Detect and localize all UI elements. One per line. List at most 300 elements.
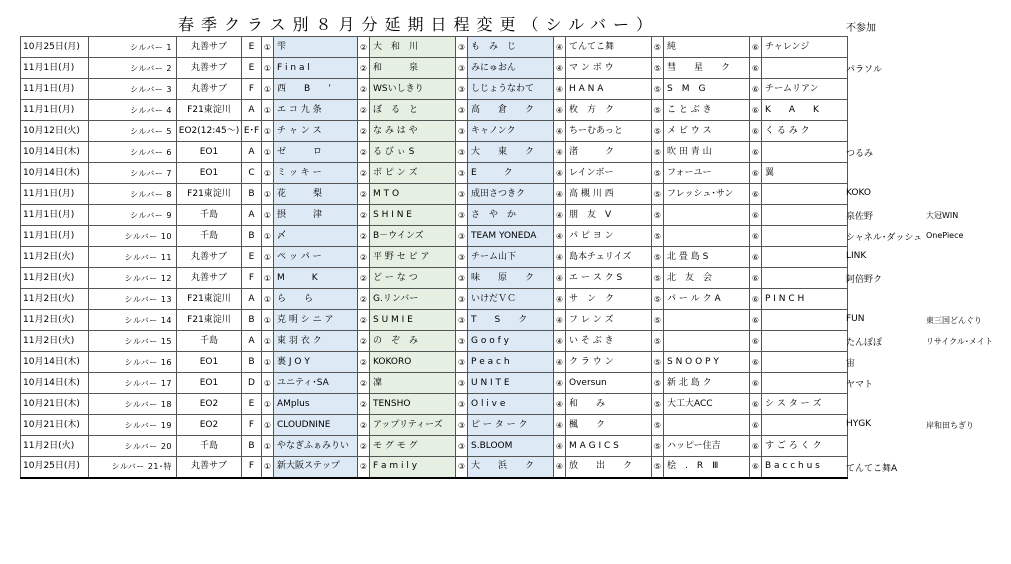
team-number: ① bbox=[262, 436, 274, 457]
date-cell: 11月2日(火) bbox=[21, 331, 89, 352]
team-cell: ら ら bbox=[274, 289, 358, 310]
team-number: ③ bbox=[456, 184, 468, 205]
team-cell: 成田さつきク bbox=[468, 184, 554, 205]
absent-team-second: OnePiece bbox=[926, 231, 964, 240]
team-number: ⑤ bbox=[652, 121, 664, 142]
team-cell: チーム山下 bbox=[468, 247, 554, 268]
team-number: ① bbox=[262, 415, 274, 436]
court-cell: E bbox=[242, 247, 262, 268]
team-number: ① bbox=[262, 142, 274, 163]
table-row bbox=[21, 331, 848, 352]
team-number: ⑥ bbox=[750, 457, 762, 478]
team-cell: WSいしきり bbox=[370, 79, 456, 100]
court-cell: B bbox=[242, 310, 262, 331]
team-number: ② bbox=[358, 226, 370, 247]
team-cell: の ぞ み bbox=[370, 331, 456, 352]
class-cell: シルバー 10 bbox=[89, 226, 177, 247]
court-cell: A bbox=[242, 205, 262, 226]
venue-cell: EO1 bbox=[177, 373, 242, 394]
team-cell bbox=[664, 331, 750, 352]
team-number: ① bbox=[262, 37, 274, 58]
team-cell: てんてこ舞 bbox=[566, 37, 652, 58]
court-cell: B bbox=[242, 436, 262, 457]
team-number: ③ bbox=[456, 247, 468, 268]
team-cell: く る み ク bbox=[762, 121, 848, 142]
team-number: ④ bbox=[554, 163, 566, 184]
team-number: ⑥ bbox=[750, 310, 762, 331]
team-number: ① bbox=[262, 268, 274, 289]
team-cell: G o o f y bbox=[468, 331, 554, 352]
team-cell bbox=[664, 205, 750, 226]
team-cell: S H I N E bbox=[370, 205, 456, 226]
team-cell bbox=[762, 142, 848, 163]
team-cell: TEAM YONEDA bbox=[468, 226, 554, 247]
team-cell: 枚 方 ク bbox=[566, 100, 652, 121]
team-number: ⑥ bbox=[750, 373, 762, 394]
venue-cell: EO2 bbox=[177, 394, 242, 415]
team-cell: も み じ bbox=[468, 37, 554, 58]
date-cell: 10月14日(木) bbox=[21, 163, 89, 184]
team-cell: シ ス タ ー ズ bbox=[762, 394, 848, 415]
team-number: ⑤ bbox=[652, 205, 664, 226]
table-row bbox=[21, 436, 848, 457]
team-cell: O l i v e bbox=[468, 394, 554, 415]
absent-team: つるみ bbox=[846, 149, 874, 159]
date-cell: 10月25日(月) bbox=[21, 37, 89, 58]
team-cell: H A N A bbox=[566, 79, 652, 100]
class-cell: シルバー 12 bbox=[89, 268, 177, 289]
team-number: ⑤ bbox=[652, 436, 664, 457]
team-number: ⑤ bbox=[652, 457, 664, 478]
team-number: ① bbox=[262, 331, 274, 352]
venue-cell: EO1 bbox=[177, 163, 242, 184]
team-number: ① bbox=[262, 184, 274, 205]
team-cell bbox=[762, 226, 848, 247]
table-row bbox=[21, 289, 848, 310]
team-number: ⑥ bbox=[750, 79, 762, 100]
table-row bbox=[21, 373, 848, 394]
court-cell: A bbox=[242, 100, 262, 121]
team-number: ① bbox=[262, 352, 274, 373]
court-cell: B bbox=[242, 226, 262, 247]
table-row bbox=[21, 37, 848, 58]
team-number: ① bbox=[262, 163, 274, 184]
team-number: ③ bbox=[456, 415, 468, 436]
table-row bbox=[21, 205, 848, 226]
team-cell: T S ク bbox=[468, 310, 554, 331]
team-cell: パ ー ル ク A bbox=[664, 289, 750, 310]
team-cell bbox=[762, 310, 848, 331]
team-number: ⑤ bbox=[652, 268, 664, 289]
team-number: ① bbox=[262, 310, 274, 331]
absent-team: パラソル bbox=[846, 65, 883, 75]
venue-cell: 千島 bbox=[177, 205, 242, 226]
date-cell: 11月2日(火) bbox=[21, 268, 89, 289]
team-number: ④ bbox=[554, 247, 566, 268]
team-cell: 翼 bbox=[762, 163, 848, 184]
team-number: ② bbox=[358, 100, 370, 121]
class-cell: シルバー 16 bbox=[89, 352, 177, 373]
team-cell bbox=[762, 352, 848, 373]
class-cell: シルバー 7 bbox=[89, 163, 177, 184]
team-number: ② bbox=[358, 415, 370, 436]
team-cell: ぼ る と bbox=[370, 100, 456, 121]
team-cell: キャノンク bbox=[468, 121, 554, 142]
venue-cell: EO1 bbox=[177, 352, 242, 373]
court-cell: E･F bbox=[242, 121, 262, 142]
team-number: ⑥ bbox=[750, 331, 762, 352]
class-cell: シルバー 8 bbox=[89, 184, 177, 205]
team-cell: ボ ピ ン ズ bbox=[370, 163, 456, 184]
team-number: ② bbox=[358, 142, 370, 163]
team-cell: 花 梨 bbox=[274, 184, 358, 205]
team-cell bbox=[762, 58, 848, 79]
court-cell: C bbox=[242, 163, 262, 184]
team-cell: いけだＶＣ bbox=[468, 289, 554, 310]
venue-cell: 丸善サブ bbox=[177, 79, 242, 100]
team-cell: 雫 bbox=[274, 37, 358, 58]
court-cell: F bbox=[242, 268, 262, 289]
team-cell: メ ビ ウ ス bbox=[664, 121, 750, 142]
team-number: ② bbox=[358, 205, 370, 226]
team-cell: こ と ぶ き bbox=[664, 100, 750, 121]
class-cell: シルバー 3 bbox=[89, 79, 177, 100]
team-cell: 楓 ク bbox=[566, 415, 652, 436]
date-cell: 11月1日(月) bbox=[21, 226, 89, 247]
team-cell: 大工大ACC bbox=[664, 394, 750, 415]
team-number: ② bbox=[358, 457, 370, 478]
team-cell bbox=[664, 310, 750, 331]
team-number: ⑤ bbox=[652, 100, 664, 121]
team-number: ⑥ bbox=[750, 289, 762, 310]
team-number: ② bbox=[358, 331, 370, 352]
venue-cell: 千島 bbox=[177, 331, 242, 352]
court-cell: D bbox=[242, 373, 262, 394]
team-number: ③ bbox=[456, 163, 468, 184]
date-cell: 11月2日(火) bbox=[21, 436, 89, 457]
team-cell: 新 北 島 ク bbox=[664, 373, 750, 394]
team-number: ⑤ bbox=[652, 142, 664, 163]
team-number: ③ bbox=[456, 268, 468, 289]
class-cell: シルバー 18 bbox=[89, 394, 177, 415]
team-number: ② bbox=[358, 58, 370, 79]
class-cell: シルバー 13 bbox=[89, 289, 177, 310]
date-cell: 10月25日(月) bbox=[21, 457, 89, 478]
team-number: ④ bbox=[554, 289, 566, 310]
class-cell: シルバー 19 bbox=[89, 415, 177, 436]
class-cell: シルバー 4 bbox=[89, 100, 177, 121]
team-number: ③ bbox=[456, 37, 468, 58]
team-number: ⑥ bbox=[750, 226, 762, 247]
team-cell: ゼ ロ bbox=[274, 142, 358, 163]
date-cell: 11月2日(火) bbox=[21, 247, 89, 268]
date-cell: 11月1日(月) bbox=[21, 58, 89, 79]
team-cell: 大 東 ク bbox=[468, 142, 554, 163]
team-number: ⑥ bbox=[750, 142, 762, 163]
date-cell: 11月1日(月) bbox=[21, 100, 89, 121]
venue-cell: F21東淀川 bbox=[177, 100, 242, 121]
team-cell: ペ ッ パ ー bbox=[274, 247, 358, 268]
court-cell: F bbox=[242, 79, 262, 100]
team-number: ③ bbox=[456, 121, 468, 142]
team-number: ⑤ bbox=[652, 247, 664, 268]
team-number: ④ bbox=[554, 121, 566, 142]
team-cell: AMplus bbox=[274, 394, 358, 415]
venue-cell: 丸善サブ bbox=[177, 58, 242, 79]
venue-cell: EO2 bbox=[177, 415, 242, 436]
team-cell: 和 泉 bbox=[370, 58, 456, 79]
team-cell bbox=[762, 373, 848, 394]
date-cell: 11月2日(火) bbox=[21, 289, 89, 310]
team-cell: マ ン ボ ウ bbox=[566, 58, 652, 79]
team-number: ④ bbox=[554, 226, 566, 247]
table-row bbox=[21, 226, 848, 247]
team-cell: CLOUDNINE bbox=[274, 415, 358, 436]
absent-team: FUN bbox=[846, 314, 865, 324]
class-cell: シルバー 9 bbox=[89, 205, 177, 226]
team-cell: 桧 . R Ⅲ bbox=[664, 457, 750, 478]
team-cell bbox=[664, 226, 750, 247]
venue-cell: F21東淀川 bbox=[177, 310, 242, 331]
team-cell bbox=[762, 205, 848, 226]
team-number: ② bbox=[358, 37, 370, 58]
team-number: ⑥ bbox=[750, 58, 762, 79]
table-row bbox=[21, 184, 848, 205]
team-number: ① bbox=[262, 79, 274, 100]
team-cell: U N I T E bbox=[468, 373, 554, 394]
class-cell: シルバー 5 bbox=[89, 121, 177, 142]
team-cell bbox=[762, 247, 848, 268]
venue-cell: EO2(12:45～) bbox=[177, 121, 242, 142]
court-cell: A bbox=[242, 331, 262, 352]
team-cell: サ ン ク bbox=[566, 289, 652, 310]
team-cell: 放 出 ク bbox=[566, 457, 652, 478]
class-cell: シルバー 6 bbox=[89, 142, 177, 163]
team-cell: ど ー な つ bbox=[370, 268, 456, 289]
absent-header: 不参加 bbox=[846, 23, 876, 34]
team-number: ⑤ bbox=[652, 310, 664, 331]
class-cell: シルバー 21･特 bbox=[89, 457, 177, 478]
team-number: ③ bbox=[456, 289, 468, 310]
team-number: ⑥ bbox=[750, 268, 762, 289]
team-number: ⑥ bbox=[750, 37, 762, 58]
absent-team: KOKO bbox=[846, 188, 871, 198]
court-cell: F bbox=[242, 457, 262, 478]
team-number: ① bbox=[262, 100, 274, 121]
team-number: ⑥ bbox=[750, 394, 762, 415]
team-number: ⑤ bbox=[652, 58, 664, 79]
team-cell bbox=[664, 415, 750, 436]
team-number: ② bbox=[358, 79, 370, 100]
team-number: ① bbox=[262, 121, 274, 142]
team-cell: フ レ ン ズ bbox=[566, 310, 652, 331]
team-number: ③ bbox=[456, 226, 468, 247]
team-number: ③ bbox=[456, 352, 468, 373]
table-row bbox=[21, 310, 848, 331]
team-number: ③ bbox=[456, 58, 468, 79]
team-cell: 味 原 ク bbox=[468, 268, 554, 289]
team-cell: 〆 bbox=[274, 226, 358, 247]
absent-team: シャネル･ダッシュ bbox=[846, 233, 923, 243]
team-number: ④ bbox=[554, 268, 566, 289]
team-cell: 大 浜 ク bbox=[468, 457, 554, 478]
team-cell: M A G I C S bbox=[566, 436, 652, 457]
team-cell: K A K bbox=[762, 100, 848, 121]
team-cell: す ご ろ く ク bbox=[762, 436, 848, 457]
team-cell: アップリティーズ bbox=[370, 415, 456, 436]
team-number: ⑤ bbox=[652, 226, 664, 247]
absent-team: たんぽぽ bbox=[846, 338, 883, 348]
absent-team: 阿倍野ク bbox=[846, 275, 883, 285]
date-cell: 11月1日(月) bbox=[21, 79, 89, 100]
team-cell: ちーむあっと bbox=[566, 121, 652, 142]
team-cell: Oversun bbox=[566, 373, 652, 394]
date-cell: 11月1日(月) bbox=[21, 184, 89, 205]
team-cell: る び ぃ S bbox=[370, 142, 456, 163]
court-cell: A bbox=[242, 289, 262, 310]
absent-team: 宙 bbox=[846, 359, 856, 369]
team-cell: 純 bbox=[664, 37, 750, 58]
team-cell: S U M I E bbox=[370, 310, 456, 331]
absent-team: HYGK bbox=[846, 419, 872, 429]
team-number: ⑥ bbox=[750, 352, 762, 373]
team-number: ④ bbox=[554, 100, 566, 121]
team-cell: ハッピー住吉 bbox=[664, 436, 750, 457]
team-number: ② bbox=[358, 310, 370, 331]
team-cell: モ グ モ グ bbox=[370, 436, 456, 457]
team-number: ② bbox=[358, 121, 370, 142]
team-number: ⑥ bbox=[750, 205, 762, 226]
team-number: ① bbox=[262, 247, 274, 268]
team-number: ⑥ bbox=[750, 415, 762, 436]
team-cell: P e a c h bbox=[468, 352, 554, 373]
team-cell: ミ ッ キ ー bbox=[274, 163, 358, 184]
absent-team: LINK bbox=[846, 251, 867, 261]
team-cell: チ ャ ン ス bbox=[274, 121, 358, 142]
team-cell: F i n a l bbox=[274, 58, 358, 79]
class-cell: シルバー 15 bbox=[89, 331, 177, 352]
team-number: ⑤ bbox=[652, 352, 664, 373]
team-cell: 吹 田 青 山 bbox=[664, 142, 750, 163]
page-title: 春季クラス別８月分延期日程変更（シルバー） bbox=[178, 15, 660, 34]
team-number: ⑥ bbox=[750, 100, 762, 121]
team-number: ③ bbox=[456, 373, 468, 394]
table-row bbox=[21, 352, 848, 373]
team-number: ④ bbox=[554, 436, 566, 457]
venue-cell: EO1 bbox=[177, 142, 242, 163]
team-number: ③ bbox=[456, 100, 468, 121]
team-number: ① bbox=[262, 457, 274, 478]
team-cell: フレッシュ･サン bbox=[664, 184, 750, 205]
team-number: ③ bbox=[456, 331, 468, 352]
team-number: ④ bbox=[554, 310, 566, 331]
date-cell: 10月14日(木) bbox=[21, 373, 89, 394]
team-cell: やなぎふぁみりい bbox=[274, 436, 358, 457]
team-number: ⑤ bbox=[652, 415, 664, 436]
date-cell: 11月2日(火) bbox=[21, 310, 89, 331]
date-cell: 10月21日(木) bbox=[21, 394, 89, 415]
team-number: ⑤ bbox=[652, 163, 664, 184]
table-row bbox=[21, 79, 848, 100]
team-number: ③ bbox=[456, 79, 468, 100]
team-cell: レインボー bbox=[566, 163, 652, 184]
team-cell: い そ ぶ き bbox=[566, 331, 652, 352]
team-cell: 彗 星 ク bbox=[664, 58, 750, 79]
table-row bbox=[21, 100, 848, 121]
team-number: ③ bbox=[456, 394, 468, 415]
team-cell: M T O bbox=[370, 184, 456, 205]
team-number: ③ bbox=[456, 142, 468, 163]
team-number: ② bbox=[358, 247, 370, 268]
team-number: ⑤ bbox=[652, 331, 664, 352]
team-cell: S N O O P Y bbox=[664, 352, 750, 373]
team-number: ⑥ bbox=[750, 163, 762, 184]
venue-cell: 丸善サブ bbox=[177, 457, 242, 478]
team-number: ④ bbox=[554, 142, 566, 163]
team-number: ⑤ bbox=[652, 373, 664, 394]
date-cell: 10月14日(木) bbox=[21, 352, 89, 373]
team-number: ④ bbox=[554, 394, 566, 415]
team-cell: パ ピ ヨ ン bbox=[566, 226, 652, 247]
team-number: ② bbox=[358, 268, 370, 289]
team-number: ⑤ bbox=[652, 184, 664, 205]
team-cell: 克 明 シ ニ ア bbox=[274, 310, 358, 331]
team-cell: 新大阪ステップ bbox=[274, 457, 358, 478]
team-number: ④ bbox=[554, 331, 566, 352]
team-number: ② bbox=[358, 394, 370, 415]
team-number: ⑥ bbox=[750, 436, 762, 457]
venue-cell: 千島 bbox=[177, 436, 242, 457]
team-number: ⑤ bbox=[652, 289, 664, 310]
team-number: ② bbox=[358, 184, 370, 205]
team-cell: な み は や bbox=[370, 121, 456, 142]
team-number: ① bbox=[262, 373, 274, 394]
date-cell: 10月21日(木) bbox=[21, 415, 89, 436]
team-number: ② bbox=[358, 373, 370, 394]
date-cell: 10月14日(木) bbox=[21, 142, 89, 163]
team-cell: 東 羽 衣 ク bbox=[274, 331, 358, 352]
team-cell: 朋 友 V bbox=[566, 205, 652, 226]
class-cell: シルバー 17 bbox=[89, 373, 177, 394]
team-cell: ク ラ ウ ン bbox=[566, 352, 652, 373]
team-number: ① bbox=[262, 394, 274, 415]
class-cell: シルバー 11 bbox=[89, 247, 177, 268]
absent-team-second: リサイクル･メイト bbox=[926, 337, 993, 346]
team-cell: 渚 ク bbox=[566, 142, 652, 163]
team-cell: 高 倉 ク bbox=[468, 100, 554, 121]
court-cell: E bbox=[242, 58, 262, 79]
absent-team-second: 東三国どんぐり bbox=[926, 316, 982, 325]
team-cell: F a m i l y bbox=[370, 457, 456, 478]
team-cell: 裏 J O Y bbox=[274, 352, 358, 373]
team-number: ① bbox=[262, 58, 274, 79]
team-number: ④ bbox=[554, 184, 566, 205]
team-number: ③ bbox=[456, 457, 468, 478]
absent-team: てんてこ舞A bbox=[846, 464, 898, 474]
date-cell: 11月1日(月) bbox=[21, 205, 89, 226]
team-number: ① bbox=[262, 205, 274, 226]
team-number: ② bbox=[358, 352, 370, 373]
team-cell: TENSHO bbox=[370, 394, 456, 415]
team-cell: KOKORO bbox=[370, 352, 456, 373]
team-cell bbox=[762, 331, 848, 352]
team-cell: 北 友 会 bbox=[664, 268, 750, 289]
team-cell: エ コ 九 条 bbox=[274, 100, 358, 121]
venue-cell: 丸善サブ bbox=[177, 37, 242, 58]
table-row bbox=[21, 268, 848, 289]
team-cell: S.BLOOM bbox=[468, 436, 554, 457]
table-row bbox=[21, 58, 848, 79]
